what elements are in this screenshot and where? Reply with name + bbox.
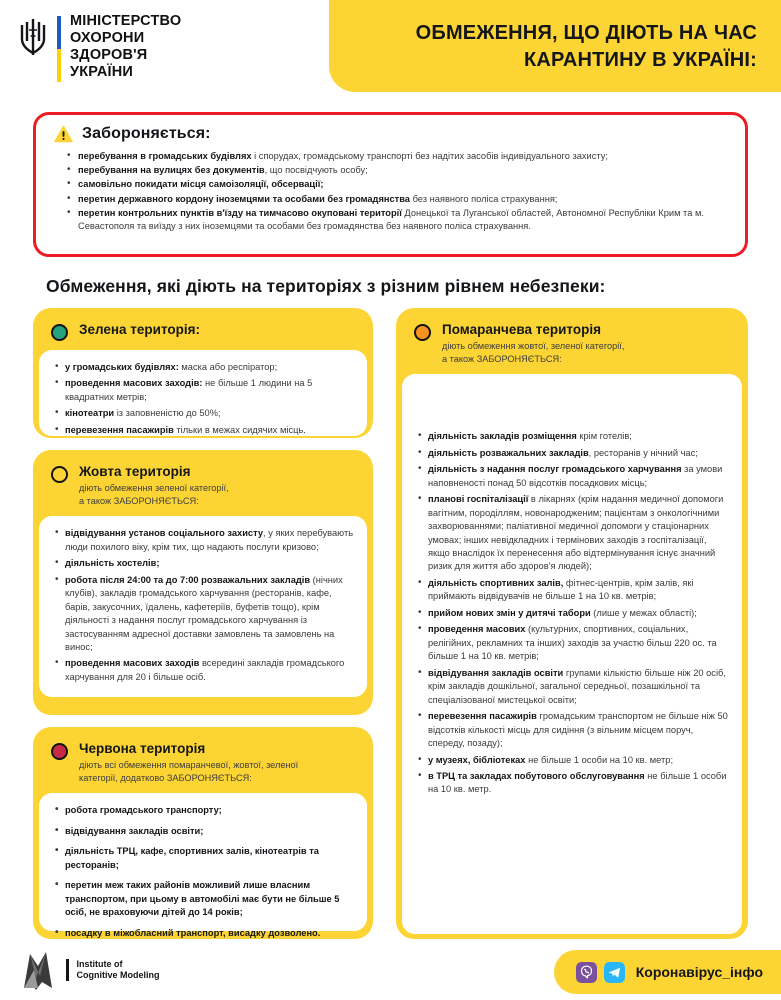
list-item-emphasis: у громадських будівлях: <box>65 362 179 372</box>
ministry-line-4: УКРАЇНИ <box>70 64 134 81</box>
viber-icon[interactable] <box>576 962 597 983</box>
yellow-status-dot-icon <box>51 466 68 483</box>
list-item-emphasis: проведення масових заходів <box>65 658 200 669</box>
trident-emblem-icon <box>18 17 48 57</box>
ministry-line-2: ОХОРОНИ <box>70 30 145 47</box>
list-item: • діяльність з надання послуг громадського харчування за умови наповненості понад 50 відсотків посадкових місць; <box>428 463 729 490</box>
list-item: • перевезення пасажирів тільки в межах сидячих місць. <box>65 424 354 437</box>
list-item: • діяльність закладів розміщення крім готелів; <box>428 430 729 443</box>
list-item-emphasis: перетин державного кордону іноземцями та особами без громадянства <box>78 193 410 204</box>
header-banner <box>329 0 781 92</box>
list-item-emphasis: у музеях, бібліотеках <box>428 754 526 765</box>
institute-divider <box>66 959 69 981</box>
card-orange-title: Помаранчева територія <box>442 322 601 337</box>
card-yellow-subtitle: діють обмеження зеленої категорії, а також ЗАБОРОНЯЄТЬСЯ: <box>79 483 229 506</box>
card-yellow-territory <box>33 450 373 715</box>
card-green-territory <box>33 308 373 438</box>
institute-name <box>77 959 160 982</box>
coronavirus-info-chat-pill[interactable] <box>554 950 781 994</box>
card-orange-subtitle: діють обмеження жовтої, зеленої категорії, а також ЗАБОРОНЯЄТЬСЯ: <box>442 341 625 364</box>
list-item: • планові госпіталізації в лікарнях (крім надання медичної допомоги вагітним, породіллям, новонародженим; пацієнтам з онкологічними захворюваннями; паліативної медичної допомоги у стаціонарних умовах; інших невідкладних і термінових заходів з госпіталізації, якщо внаслідок їх перенесення або відтермінування існує значний ризик для життя або здоров'я людей); <box>428 493 729 574</box>
list-item: • в ТРЦ та закладах побутового обслуговування не більше 1 особи на 10 кв. метр. <box>428 770 729 797</box>
card-red-list <box>53 804 354 939</box>
list-item-emphasis: відвідування установ соціального захисту <box>65 528 264 539</box>
card-green-body <box>39 350 367 436</box>
prohibition-header <box>54 125 729 143</box>
card-orange-list <box>416 430 729 797</box>
list-item: • проведення масових заходів: не більше 1 людини на 5 квадратних метрів; <box>65 377 354 404</box>
list-item <box>65 845 354 872</box>
list-item <box>65 804 354 817</box>
list-item-emphasis: проведення масових <box>428 624 526 635</box>
list-item: • перебування в громадських будівлях і спорудах, громадському транспорті без надітих засобів індивідуального захисту; <box>78 150 729 163</box>
list-item-emphasis: посадку в міжобласний транспорт, висадку дозволено. <box>65 927 321 938</box>
list-item-emphasis: діяльність спортивних залів, <box>428 577 564 588</box>
list-item <box>65 927 354 940</box>
institute-name-line-1: Institute of <box>76 958 123 969</box>
list-item: • діяльність спортивних залів, фітнес-центрів, крім залів, які приймають відвідувачів не більше 1 на 10 кв. метрів; <box>428 577 729 604</box>
card-red-title: Червона територія <box>79 741 206 756</box>
list-item: • відвідування установ соціального захисту, у яких перебувають люди похилого віку, крім тих, що надають послуги кризово; <box>65 527 354 554</box>
card-green-list <box>53 361 354 437</box>
list-item: • перевезення пасажирів громадським транспортом не більше ніж 50 відсотків кількості місць для сидіння (з вільним місцем поруч, спереду, позаду); <box>428 710 729 750</box>
list-item: • прийом нових змін у дитячі табори (лише у межах області); <box>428 607 729 620</box>
card-red-body <box>39 793 367 938</box>
chat-pill-label: Коронавірус_інфо <box>635 964 763 980</box>
prohibition-title: Забороняється: <box>82 125 211 142</box>
list-item: • у музеях, бібліотеках не більше 1 особи на 10 кв. метр; <box>428 754 729 767</box>
list-item-emphasis: діяльність закладів розміщення <box>428 431 577 442</box>
list-item: • у громадських будівлях: маска або респіратор; <box>65 361 354 374</box>
list-item-emphasis: перевезення пасажирів <box>428 711 537 722</box>
card-orange-header <box>402 314 742 374</box>
list-item-emphasis: проведення масових заходів: <box>65 378 203 389</box>
list-item-emphasis: діяльність розважальних закладів <box>428 447 589 458</box>
list-item: • відвідування закладів освіти групами кількістю більше ніж 20 осіб, крім закладів дошкільної, загальної середньої, позашкільної та спеціалізованої мистецької освіти; <box>428 667 729 707</box>
list-item-emphasis: перебування на вулицях без документів <box>78 165 265 176</box>
banner-line-2: КАРАНТИНУ В УКРАЇНІ: <box>523 48 757 71</box>
list-item: • перетин контрольних пунктів в'їзду на тимчасово окуповані території Донецької та Луганської областей, Автономної Республіки Крим та м. Севастополя та виїзду з них іноземцями та особами без громадянства без наявного поліса страхування. <box>78 207 729 233</box>
list-item: • робота після 24:00 та до 7:00 розважальних закладів (нічних клубів), закладів громадського харчування (ресторанів, кафе, барів, закусочних, їдалень, кафетеріїв, буфетів тощо), крім діяльності з надання послуг громадського харчування із застосуванням адресної доставки замовлень та замовлень на винос; <box>65 574 354 655</box>
list-item-emphasis: перебування в громадських будівлях <box>78 151 252 161</box>
list-item-emphasis: прийом нових змін у дитячі табори <box>428 607 591 618</box>
list-item-emphasis: планові госпіталізації <box>428 494 529 505</box>
section-title: Обмеження, які діють на територіях з різним рівнем небезпеки: <box>46 276 606 296</box>
list-item: • діяльність розважальних закладів, ресторанів у нічний час; <box>428 447 729 460</box>
page-header <box>0 0 781 100</box>
green-status-dot-icon <box>51 324 68 341</box>
list-item-emphasis: перевезення пасажирів <box>65 424 174 435</box>
card-red-subtitle: діють всі обмеження помаранчевої, жовтої, зеленої категорії, додатково ЗАБОРОНЯЄТЬСЯ: <box>79 760 299 783</box>
card-green-header <box>39 314 367 350</box>
card-orange-body <box>402 374 742 934</box>
warning-triangle-icon <box>54 125 73 143</box>
red-status-dot-icon <box>51 743 68 760</box>
list-item-emphasis: кінотеатри <box>65 408 115 419</box>
list-item <box>65 879 354 919</box>
card-yellow-list <box>53 527 354 684</box>
list-item: • кінотеатри із заповненістю до 50%; <box>65 407 354 420</box>
list-item-emphasis: самовільно покидати місця самоізоляції, обсервації; <box>78 179 324 190</box>
list-item-emphasis: в ТРЦ та закладах побутового обслуговування <box>428 771 645 781</box>
orange-status-dot-icon <box>414 324 431 341</box>
banner-line-1: ОБМЕЖЕННЯ, ЩО ДІЮТЬ НА ЧАС <box>415 22 757 45</box>
list-item <box>78 178 729 191</box>
list-item-emphasis: перетин меж таких районів можливий лише власним транспортом, при цьому в автомобілі має бути не більше 5 осіб, не враховуючи дітей до 14 років; <box>65 880 340 918</box>
flag-divider <box>57 16 61 82</box>
list-item-emphasis: відвідування закладів освіти <box>428 667 564 678</box>
list-item-emphasis: перетин контрольних пунктів в'їзду на тимчасово окуповані території <box>78 207 402 218</box>
ministry-logo <box>18 13 181 82</box>
ministry-name <box>70 13 181 81</box>
list-item-emphasis: діяльність хостелів; <box>65 558 160 569</box>
ministry-line-3: ЗДОРОВ'Я <box>70 47 148 64</box>
prohibition-box <box>33 112 748 257</box>
card-yellow-header <box>39 456 367 516</box>
list-item: • проведення масових (культурних, спортивних, соціальних, релігійних, рекламних та інших) заходів за участю більш 220 ос. та більше 1 на 10 кв. метрів; <box>428 623 729 663</box>
card-red-header <box>39 733 367 793</box>
list-item: • перебування на вулицях без документів, що посвідчують особу; <box>78 164 729 177</box>
list-item: • проведення масових заходів всередині закладів громадського харчування для 20 і більше осіб. <box>65 657 354 684</box>
telegram-icon[interactable] <box>604 962 625 983</box>
card-green-title: Зелена територія: <box>79 322 200 337</box>
list-item-emphasis: відвідування закладів освіти; <box>65 825 204 836</box>
ministry-line-1: МІНІСТЕРСТВО <box>70 13 182 29</box>
list-item-emphasis: діяльність з надання послуг громадського харчування <box>428 464 682 475</box>
institute-logo <box>16 948 160 992</box>
card-orange-territory <box>396 308 748 939</box>
institute-mark-icon <box>16 948 58 992</box>
list-item: • перетин державного кордону іноземцями та особами без громадянства без наявного поліса страхування; <box>78 193 729 206</box>
list-item <box>65 557 354 570</box>
list-item-emphasis: робота громадського транспорту; <box>65 805 222 816</box>
card-yellow-body <box>39 516 367 697</box>
list-item-emphasis: робота після 24:00 та до 7:00 розважальних закладів <box>65 574 311 585</box>
institute-name-line-2: Cognitive Modeling <box>76 970 160 980</box>
page-footer <box>0 942 781 1000</box>
card-red-territory <box>33 727 373 939</box>
list-item-emphasis: діяльність ТРЦ, кафе, спортивних залів, кінотеатрів та ресторанів; <box>65 846 319 870</box>
prohibition-list <box>54 150 729 233</box>
list-item <box>65 825 354 838</box>
card-yellow-title: Жовта територія <box>79 464 191 479</box>
